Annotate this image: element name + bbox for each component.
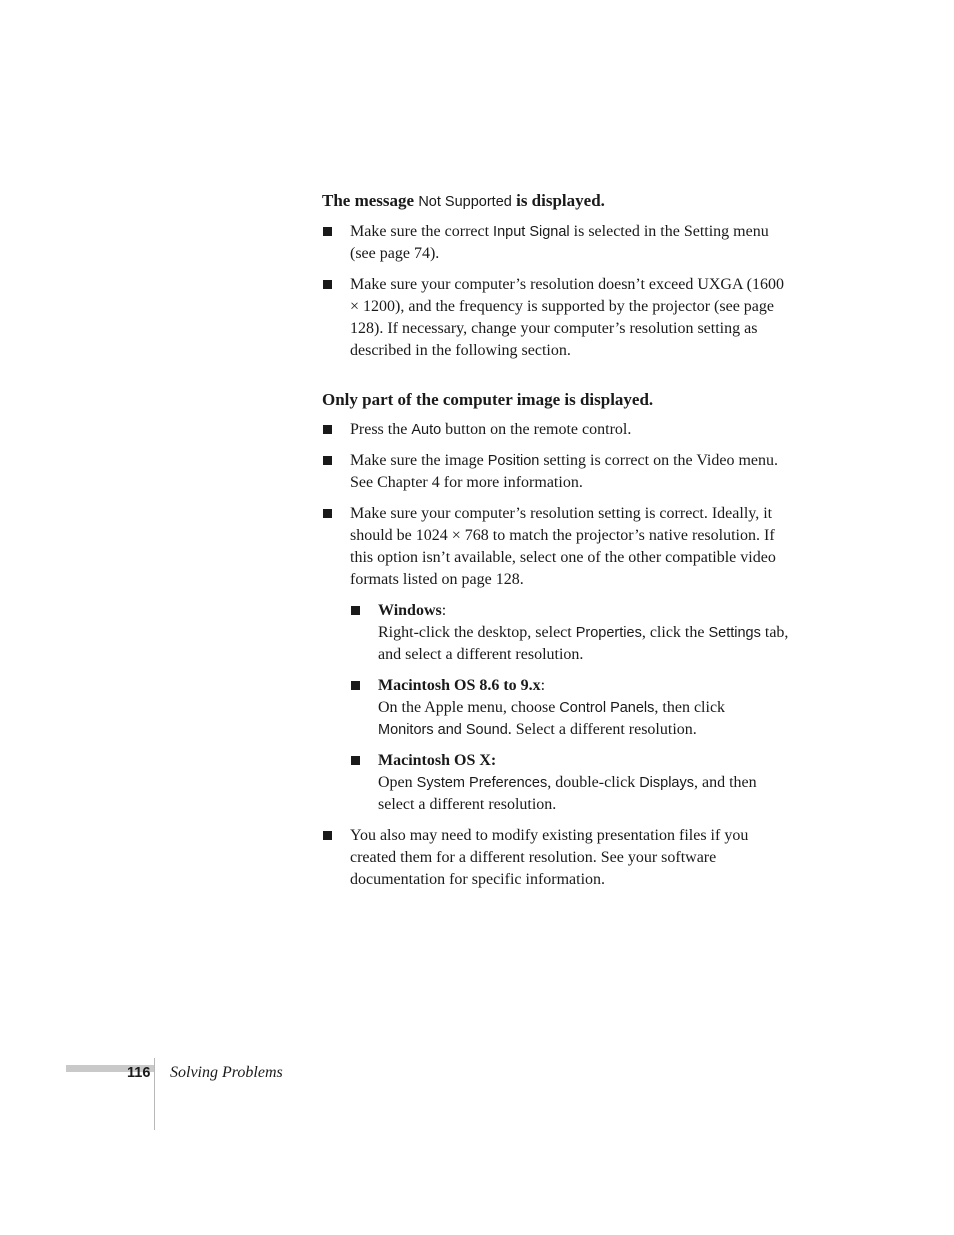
- item-text: Make sure your computer’s resolution setting is correct. Ideally, it should be 1024 × 768 to match the projector’s native resolution. If this option isn’t available, select one of the other compatible video formats listed on page 128.: [350, 505, 776, 588]
- bullet-square-icon: [323, 425, 332, 434]
- list-item: [322, 825, 792, 891]
- item-text: Make sure your computer’s resolution doesn’t exceed UXGA (1600 × 1200), and the frequency is supported by the projector (see page 128). If necessary, change your computer’s resolution setting as described in the following section.: [350, 276, 784, 359]
- item-text: Right-click the desktop, select: [378, 624, 572, 641]
- page-number: 116: [127, 1065, 151, 1081]
- bullet-square-icon: [351, 606, 360, 615]
- list-item: [322, 450, 792, 494]
- bullet-list: [322, 419, 792, 891]
- item-text: is selected in the Setting menu (see page 74).: [350, 223, 769, 262]
- bullet-square-icon: [323, 280, 332, 289]
- item-text: button on the remote control.: [445, 421, 632, 438]
- bullet-square-icon: [323, 509, 332, 518]
- bullet-square-icon: [351, 681, 360, 690]
- heading-text: The message: [322, 191, 415, 210]
- list-item: [322, 274, 792, 362]
- bullet-square-icon: [351, 756, 360, 765]
- item-text: Make sure the correct: [350, 223, 490, 240]
- page-content: [322, 190, 792, 900]
- ui-term: Settings: [708, 625, 761, 641]
- os-label: Macintosh OS 8.6 to 9.x: [378, 677, 541, 694]
- ui-term: Displays: [639, 775, 694, 791]
- section-partial-image: [322, 389, 792, 891]
- sub-bullet-list: [350, 600, 792, 816]
- item-text: Make sure the image: [350, 452, 484, 469]
- chapter-title: Solving Problems: [170, 1064, 283, 1081]
- bullet-square-icon: [323, 227, 332, 236]
- sub-list-item-windows: [350, 600, 792, 666]
- os-label: Windows: [378, 602, 442, 619]
- section-heading: Only part of the computer image is displayed.: [322, 390, 654, 409]
- ui-term: Auto: [411, 422, 442, 438]
- section-heading: [322, 190, 792, 213]
- list-item: [322, 419, 792, 441]
- item-text: , double-click: [547, 774, 636, 791]
- item-text: , then click: [654, 699, 726, 716]
- os-label: Macintosh OS X:: [378, 752, 497, 769]
- bullet-square-icon: [323, 831, 332, 840]
- item-text: setting is correct on the Video menu. See Chapter 4 for more information.: [350, 452, 779, 491]
- list-item: [322, 221, 792, 265]
- bullet-square-icon: [323, 456, 332, 465]
- item-text: , and then select a different resolution.: [378, 774, 757, 813]
- item-text: :: [441, 602, 447, 619]
- item-text: :: [540, 677, 546, 694]
- sub-list-item-mac-os-x: [350, 750, 792, 816]
- ui-term: Control Panels: [559, 700, 655, 716]
- list-item: [322, 503, 792, 816]
- ui-term: Properties: [575, 625, 642, 641]
- ui-term: Monitors and Sound: [378, 722, 508, 738]
- item-text: Press the: [350, 421, 408, 438]
- sub-list-item-mac-os-8-9: [350, 675, 792, 741]
- footer-divider: [154, 1058, 155, 1130]
- item-text: Open: [378, 774, 413, 791]
- item-text: You also may need to modify existing presentation files if you created them for a different resolution. See your software documentation for specific information.: [350, 827, 749, 888]
- heading-ui-term: Not Supported: [418, 194, 512, 210]
- ui-term: Input Signal: [493, 224, 570, 240]
- item-text: . Select a different resolution.: [507, 721, 697, 738]
- item-text: On the Apple menu, choose: [378, 699, 556, 716]
- bullet-list: [322, 221, 792, 362]
- item-text: tab, and select a different resolution.: [378, 624, 789, 663]
- heading-text: is displayed.: [516, 191, 605, 210]
- item-text: , click the: [641, 624, 705, 641]
- ui-term: Position: [487, 453, 540, 469]
- section-not-supported: [322, 190, 792, 362]
- ui-term: System Preferences: [416, 775, 548, 791]
